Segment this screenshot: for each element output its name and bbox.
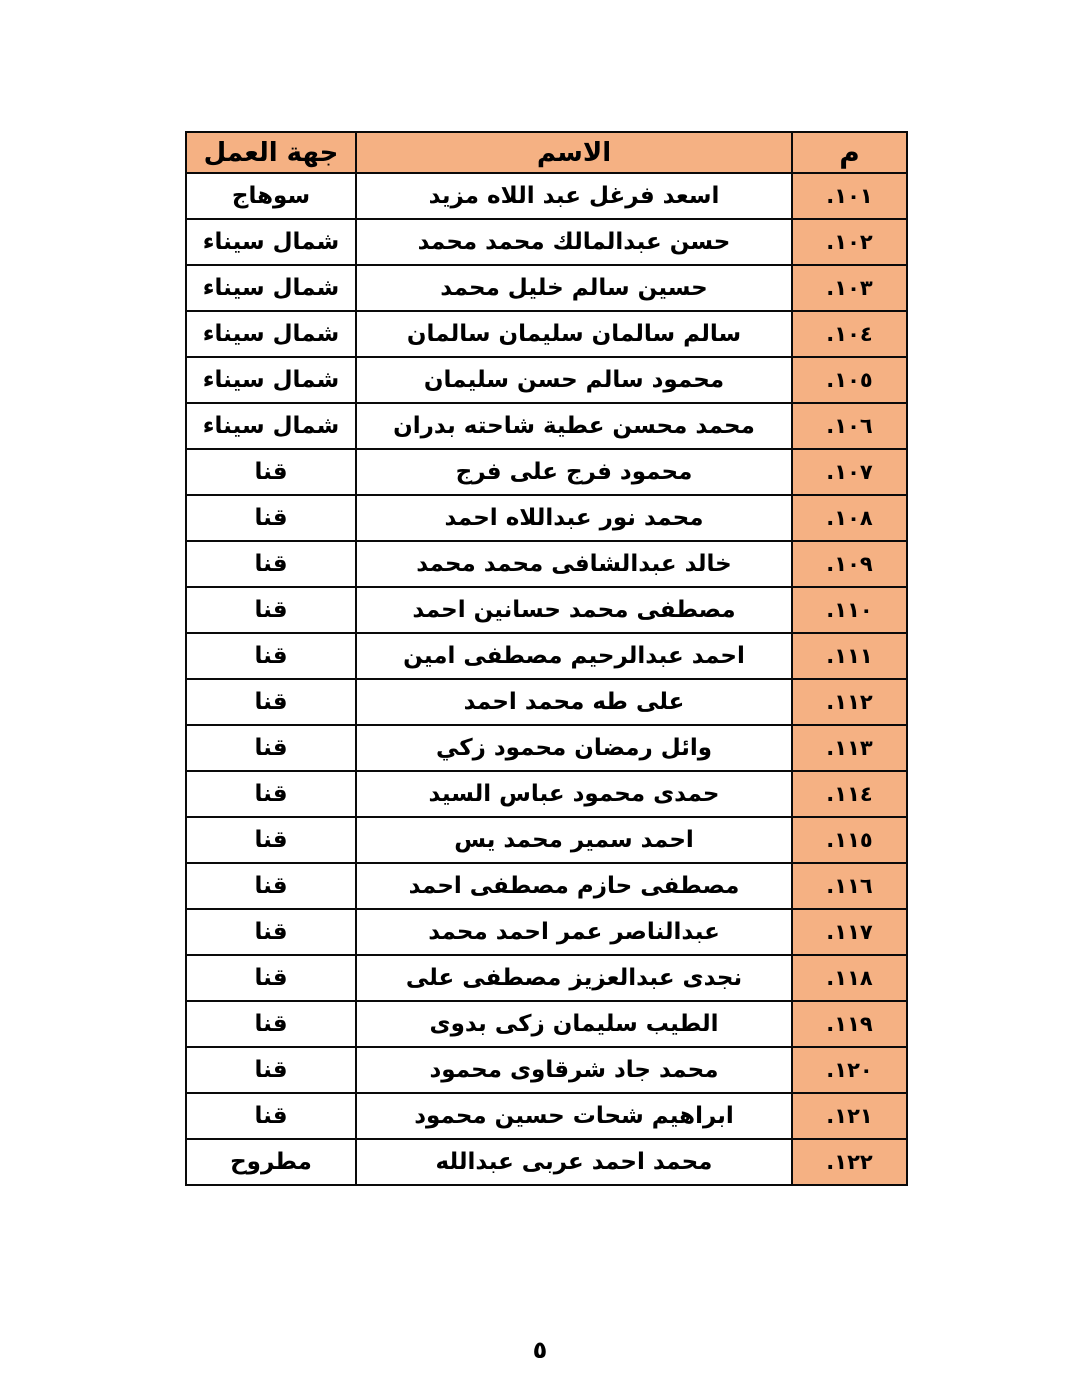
row-work-location: قنا [186, 863, 356, 909]
row-number: ١١١. [792, 633, 907, 679]
row-number: ١٠٥. [792, 357, 907, 403]
row-number: ١١٩. [792, 1001, 907, 1047]
row-name: محمد محسن عطية شاحته بدران [356, 403, 792, 449]
row-name: محمد جاد شرقاوى محمود [356, 1047, 792, 1093]
row-name: مصطفى حازم مصطفى احمد [356, 863, 792, 909]
row-number: ١١٧. [792, 909, 907, 955]
row-name: وائل رمضان محمود زكي [356, 725, 792, 771]
row-number: ١٢٠. [792, 1047, 907, 1093]
table-row [186, 265, 907, 311]
row-work-location: شمال سيناء [186, 357, 356, 403]
row-work-location: شمال سيناء [186, 311, 356, 357]
table-row [186, 1093, 907, 1139]
row-work-location: قنا [186, 495, 356, 541]
row-number: ١٠٩. [792, 541, 907, 587]
row-work-location: قنا [186, 449, 356, 495]
row-work-location: مطروح [186, 1139, 356, 1185]
table-row [186, 725, 907, 771]
row-name: سالم سالمان سليمان سالمان [356, 311, 792, 357]
row-name: اسعد فرغل عبد اللاه مزيد [356, 173, 792, 219]
table-row [186, 1001, 907, 1047]
row-work-location: قنا [186, 633, 356, 679]
row-work-location: سوهاج [186, 173, 356, 219]
row-work-location: قنا [186, 587, 356, 633]
row-number: ١١٠. [792, 587, 907, 633]
table-row [186, 449, 907, 495]
page-number: ٥ [532, 1336, 548, 1364]
table-row [186, 771, 907, 817]
row-name: احمد سمير محمد يس [356, 817, 792, 863]
row-work-location: شمال سيناء [186, 265, 356, 311]
row-number: ١٠٢. [792, 219, 907, 265]
row-number: ١٠٨. [792, 495, 907, 541]
row-name: حمدى محمود عباس السيد [356, 771, 792, 817]
table-row [186, 817, 907, 863]
row-name: محمود سالم حسن سليمان [356, 357, 792, 403]
table-row [186, 909, 907, 955]
header-name: الاسم [356, 132, 792, 173]
row-number: ١٢٢. [792, 1139, 907, 1185]
table-row [186, 587, 907, 633]
table-row [186, 219, 907, 265]
table-row [186, 403, 907, 449]
row-work-location: قنا [186, 1047, 356, 1093]
table-row [186, 863, 907, 909]
row-name: على طه محمد احمد [356, 679, 792, 725]
row-number: ١١٢. [792, 679, 907, 725]
row-work-location: قنا [186, 725, 356, 771]
row-name: خالد عبدالشافى محمد محمد [356, 541, 792, 587]
table-row [186, 541, 907, 587]
row-name: نجدى عبدالعزيز مصطفى على [356, 955, 792, 1001]
row-work-location: قنا [186, 679, 356, 725]
table-row [186, 357, 907, 403]
header-work-location: جهة العمل [186, 132, 356, 173]
row-number: ١٠٤. [792, 311, 907, 357]
row-work-location: قنا [186, 817, 356, 863]
table-row [186, 1139, 907, 1185]
row-name: حسين سالم خليل محمد [356, 265, 792, 311]
row-number: ١٠٦. [792, 403, 907, 449]
row-number: ١١٦. [792, 863, 907, 909]
table-header-row [186, 132, 907, 173]
row-work-location: شمال سيناء [186, 219, 356, 265]
row-name: محمد نور عبداللاه احمد [356, 495, 792, 541]
row-name: محمود فرج على فرج [356, 449, 792, 495]
table-row [186, 955, 907, 1001]
table-row [186, 1047, 907, 1093]
row-number: ١٠١. [792, 173, 907, 219]
table-row [186, 173, 907, 219]
row-name: احمد عبدالرحيم مصطفى امين [356, 633, 792, 679]
row-work-location: قنا [186, 1001, 356, 1047]
row-number: ١١٨. [792, 955, 907, 1001]
row-number: ١١٣. [792, 725, 907, 771]
row-work-location: قنا [186, 955, 356, 1001]
row-work-location: شمال سيناء [186, 403, 356, 449]
row-name: محمد احمد عربى عبدالله [356, 1139, 792, 1185]
row-name: مصطفى محمد حسانين احمد [356, 587, 792, 633]
table-row [186, 311, 907, 357]
row-work-location: قنا [186, 541, 356, 587]
staff-list-table [185, 131, 908, 1186]
row-name: الطيب سليمان زكى بدوى [356, 1001, 792, 1047]
row-number: ١١٥. [792, 817, 907, 863]
row-number: ١١٤. [792, 771, 907, 817]
row-name: حسن عبدالمالك محمد محمد [356, 219, 792, 265]
row-work-location: قنا [186, 771, 356, 817]
header-number: م [792, 132, 907, 173]
table-row [186, 633, 907, 679]
row-number: ١٠٧. [792, 449, 907, 495]
table-row [186, 495, 907, 541]
table-row [186, 679, 907, 725]
row-work-location: قنا [186, 1093, 356, 1139]
row-number: ١٢١. [792, 1093, 907, 1139]
row-name: عبدالناصر عمر احمد محمد [356, 909, 792, 955]
row-name: ابراهيم شحات حسين محمود [356, 1093, 792, 1139]
row-work-location: قنا [186, 909, 356, 955]
row-number: ١٠٣. [792, 265, 907, 311]
table-body [186, 173, 907, 1185]
